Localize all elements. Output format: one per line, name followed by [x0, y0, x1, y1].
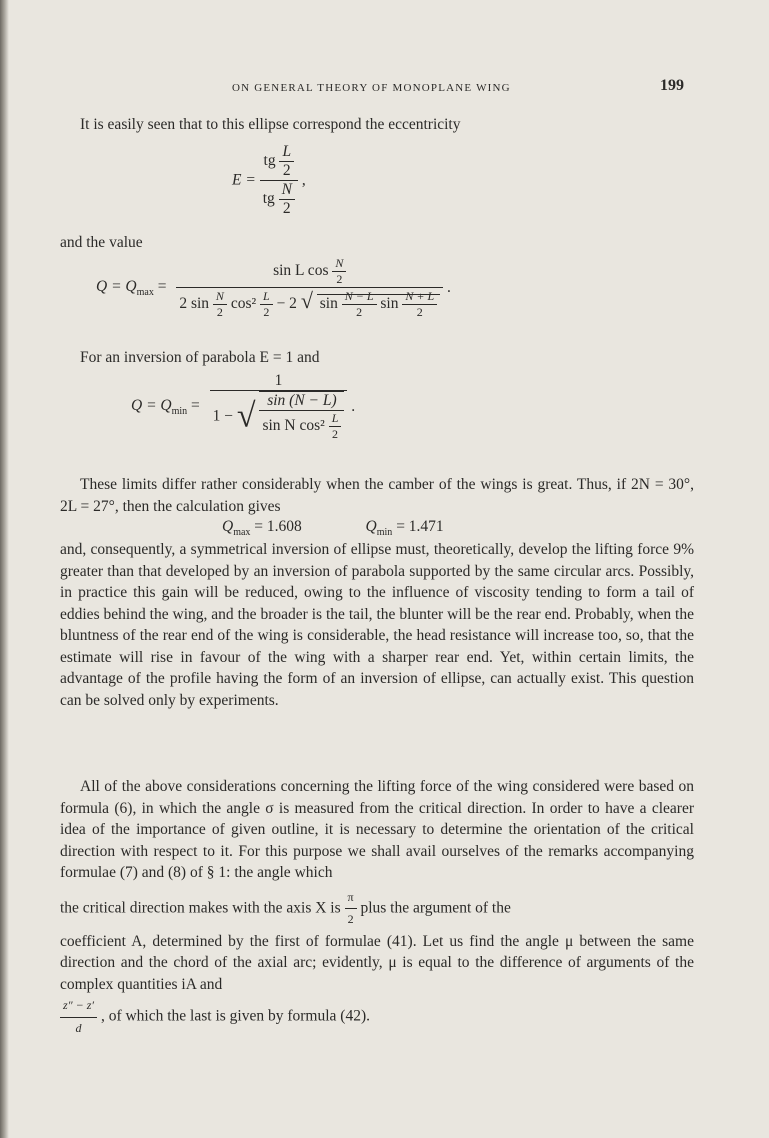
sqrt-icon: √: [300, 288, 313, 313]
qmax-value: = 1.608: [250, 518, 302, 535]
qmin-result: [365, 518, 444, 539]
paragraph-limits: [60, 474, 694, 517]
two-symbol: 2: [332, 427, 339, 441]
qmax-result: [222, 518, 302, 539]
eq-fraction: [210, 372, 348, 442]
two-symbol: 2: [347, 912, 354, 926]
Q-symbol: Q = Q: [131, 396, 172, 414]
equals-sign: =: [187, 396, 200, 414]
paragraph-text: All of the above considerations concerning the lifting force of the wing considered were based on formula (6), in which the angle σ is measured from the critical direction. In order to have a clearer idea of the importance of given outline, it is necessary to determine the orientation of the critical direction with respect to it. For this purpose we shall avail ourselves of the remarks accompanying formulae (7) and (8) of § 1: the angle which: [60, 778, 694, 881]
sqrt-content: [317, 288, 440, 319]
eq-numerator: [260, 143, 298, 181]
paragraph-text: and the value: [60, 234, 143, 251]
min-subscript: min: [376, 527, 393, 539]
paragraph-consequently: [60, 539, 694, 711]
tg-symbol: tg: [263, 152, 276, 170]
den-text: sin N cos²: [262, 417, 325, 435]
paragraph-text: For an inversion of parabola E = 1 and: [80, 349, 320, 366]
text-run: plus the argument of the: [360, 899, 511, 917]
eq-comma: ,: [301, 171, 306, 189]
paragraph-eccentricity-intro: [60, 114, 694, 136]
eq-denominator: [210, 391, 348, 442]
eq-numerator: [176, 256, 443, 288]
half-N-fraction: [332, 256, 346, 287]
half-L-fraction: [260, 289, 273, 320]
two-symbol: 2: [263, 304, 270, 319]
paragraph-line-last: [60, 995, 694, 1039]
Q-symbol: Q: [222, 518, 234, 535]
eq-period: .: [351, 398, 356, 415]
half-diff-fraction: [342, 289, 377, 320]
den-text: sin: [380, 295, 399, 312]
qmin-value: = 1.471: [392, 518, 444, 535]
den-text: cos²: [230, 295, 257, 312]
N-symbol: N: [332, 256, 346, 272]
numerator-text: sin L cos: [273, 262, 329, 280]
one-minus: 1 −: [212, 407, 234, 425]
den-text: − 2: [276, 295, 297, 312]
two-symbol: 2: [282, 200, 291, 217]
paragraph-text: coefficient A, determined by the first of formulae (41). Let us find the angle μ between the same direction and the chord of the axial arc; evidently, μ is equal to the difference of arguments of the complex quantities iA and: [60, 932, 694, 993]
equals-sign: =: [153, 277, 167, 295]
tg-symbol: tg: [262, 190, 275, 208]
half-N-fraction: [213, 289, 227, 320]
den-text: sin: [319, 295, 338, 312]
text-run: , of which the last is given by formula (42).: [100, 1007, 370, 1025]
equation-eccentricity: [232, 143, 306, 218]
eq-lhs: [96, 277, 167, 299]
eq-lhs: E =: [232, 171, 256, 189]
paragraph-text: It is easily seen that to this ellipse correspond the eccentricity: [80, 116, 461, 133]
eq-denominator: [260, 181, 298, 218]
half-sum-fraction: [402, 289, 437, 320]
min-subscript: min: [171, 406, 188, 418]
Q-symbol: Q = Q: [96, 277, 137, 295]
paragraph-text: These limits differ rather considerably when the camber of the wings is great. Thus, if 2N = 30°, 2L = 27°, then the calculation gives: [60, 476, 694, 515]
two-symbol: 2: [356, 304, 363, 319]
d-denominator: d: [75, 1020, 82, 1035]
sqrt-numerator: sin (N − L): [259, 392, 344, 411]
eq-numerator: 1: [210, 372, 348, 391]
L-symbol: L: [260, 289, 273, 305]
L-symbol: L: [279, 143, 294, 162]
NpL-symbol: N + L: [402, 289, 437, 305]
eq-period: .: [447, 278, 451, 296]
z-difference-fraction: [60, 995, 97, 1039]
running-header: ON GENERAL THEORY OF MONOPLANE WING: [232, 82, 511, 94]
paragraph-text: and, consequently, a symmetrical inversion of ellipse must, theoretically, develop the lifting force 9% greater than that developed by an inversion of parabola supported by the same circular arcs. Possibly, in practice this gain will be reduced, owing to the influence of viscosity tending to form a tail of eddies behind the wing, and the broader is the tail, the blunter will be the rear end. Probably, when the bluntness of the rear end of the wing is considerable, the head resistance will increase too, so, that the estimate will rise in favour of the wing with a sharper rear end. Yet, within certain limits, the advantage of the profile having the form of an inversion of ellipse, can actually exist. This question can be solved only by experiments.: [60, 541, 694, 709]
paragraph-line-critical-direction: [60, 887, 694, 931]
equation-qmax: [96, 256, 451, 320]
max-subscript: max: [136, 287, 154, 299]
half-angle-fraction: [279, 181, 295, 218]
two-symbol: 2: [216, 304, 223, 319]
NmL-symbol: N − L: [342, 289, 377, 305]
den-text: 2 sin: [179, 295, 210, 312]
two-symbol: 2: [282, 162, 291, 179]
equation-qmin: [131, 372, 355, 442]
L-symbol: L: [329, 411, 342, 427]
eq-lhs: [131, 396, 200, 418]
two-symbol: 2: [336, 272, 343, 286]
sqrt-denominator: [259, 411, 344, 442]
text-run: the critical direction makes with the axis X is: [60, 899, 341, 917]
two-symbol: 2: [416, 304, 423, 319]
pi-half-fraction: [345, 887, 357, 931]
sqrt-icon: √: [236, 397, 256, 435]
z-numerator: z″ − z′: [60, 995, 97, 1018]
eq-fraction: [260, 143, 298, 218]
N-symbol: N: [279, 181, 295, 200]
paragraph-considerations: [60, 776, 694, 1039]
paragraph-and-value: [60, 232, 694, 254]
paragraph-parabola: [60, 347, 694, 369]
eq-fraction: [176, 256, 443, 320]
page-number: 199: [660, 77, 684, 94]
results-line: [222, 518, 444, 538]
Q-symbol: Q: [365, 518, 377, 535]
N-symbol: N: [213, 289, 227, 305]
sqrt-fraction: [259, 391, 344, 442]
pi-symbol: π: [345, 887, 357, 910]
half-L-fraction: [329, 411, 342, 442]
max-subscript: max: [233, 527, 251, 539]
eq-denominator: [176, 288, 443, 320]
half-angle-fraction: [279, 143, 294, 180]
